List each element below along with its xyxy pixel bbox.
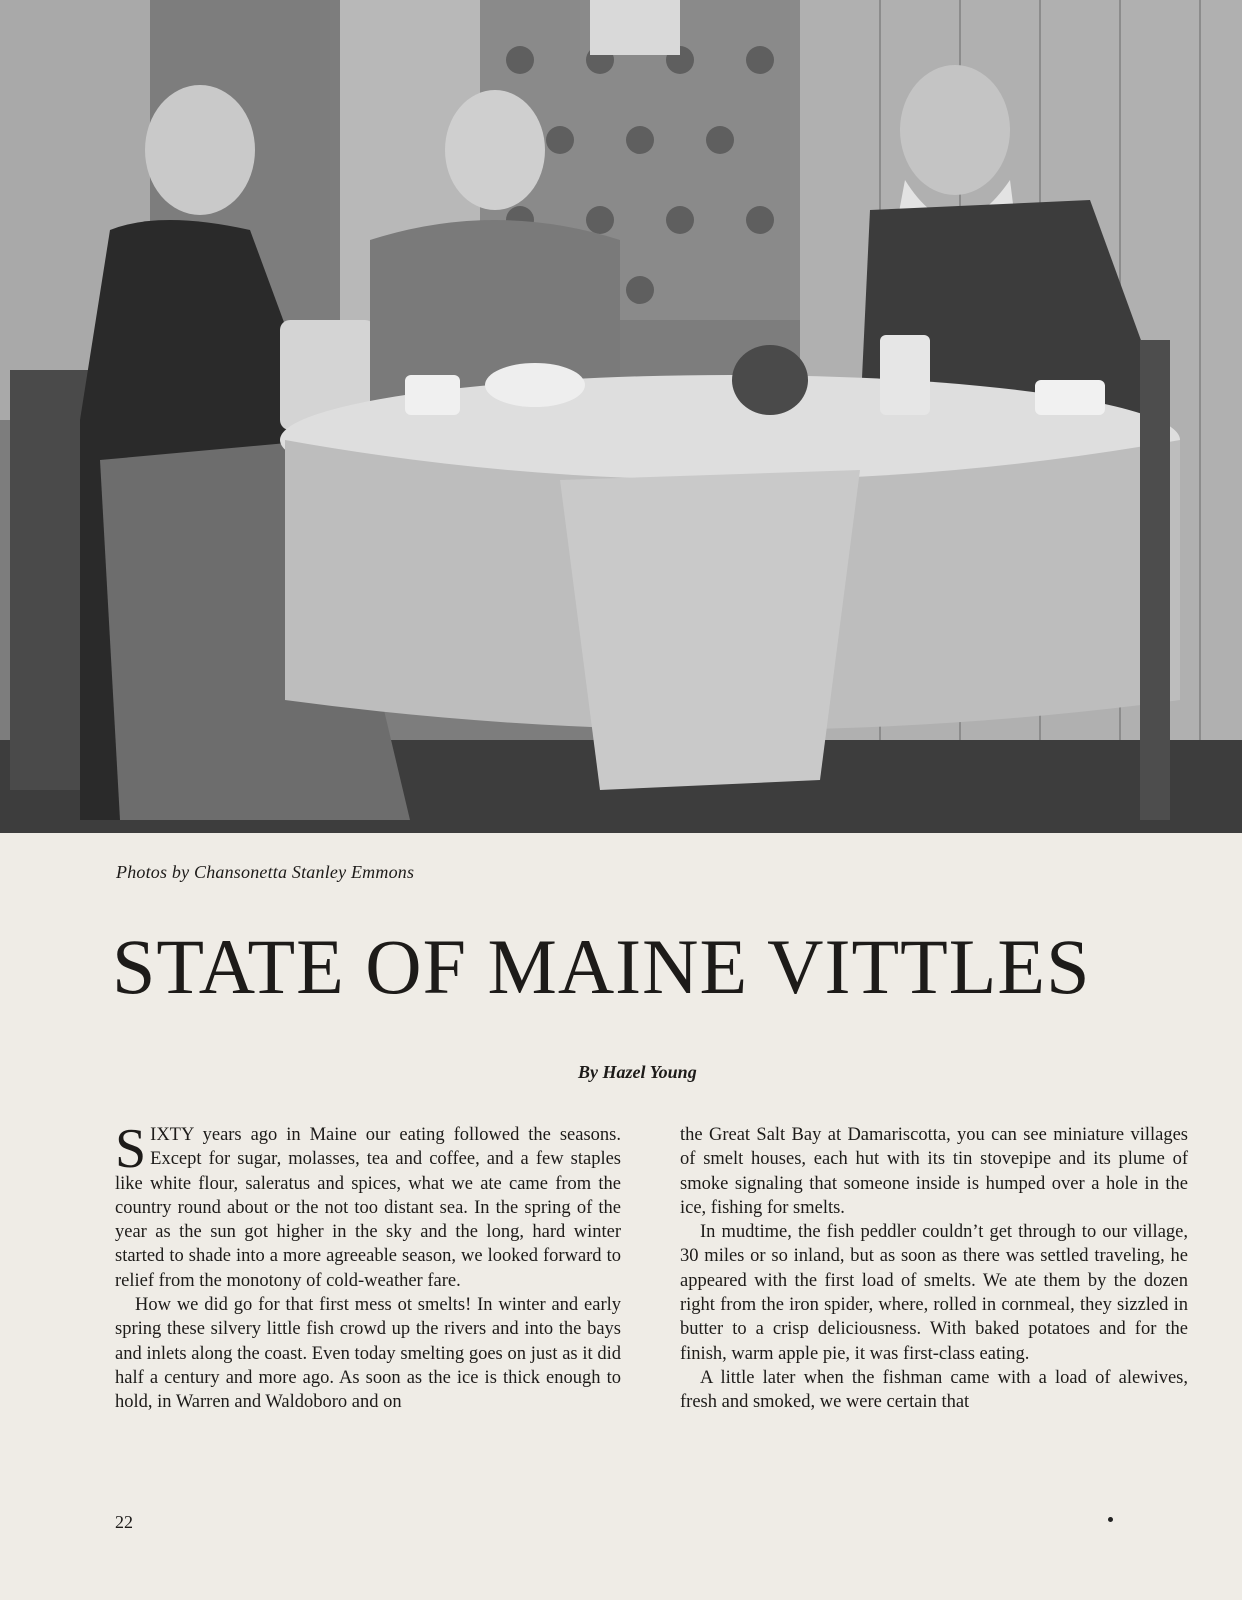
ink-dot [1108,1517,1113,1522]
paragraph: A little later when the fishman came with a load of alewives, fresh and smoked, we were certain that [680,1367,1188,1413]
paragraph: In mudtime, the fish peddler couldn’t get through to our village, 30 miles or so inland, but as soon as there was settled traveling, he appeared with the first load of smelts. We ate them by the dozen right from the iron spider, where, rolled in cornmeal, they sizzled in butter to a crisp deliciousness. With baked potatoes and for the finish, warm apple pie, it was first-class eating. [680,1222,1188,1364]
right-column [680,1123,1188,1415]
paragraph-text: IXTY years ago in Maine our eating followed the seasons. Except for sugar, molasses, tea and coffee, and a few staples like white flour, saleratus and spices, what we ate came from the country round about or the not too distant sea. In the spring of the year as the sun got higher in the sky and the long, hard winter started to shade into a more agreeable season, we looked forward to relief from the monotony of cold-weather fare. [115,1125,621,1291]
photo-credit: Photos by Chansonetta Stanley Emmons [116,862,415,882]
article-title: STATE OF MAINE VITTLES [112,923,1091,1010]
paragraph [115,1118,621,1293]
drop-cap: S [115,1118,147,1180]
page-number: 22 [115,1512,133,1532]
paragraph: the Great Salt Bay at Damariscotta, you can see miniature villages of smelt houses, each hut with its tin stovepipe and its plume of smoke signaling that someone inside is humped over a hole in the ice, fishing for smelts. [680,1125,1188,1218]
article-byline: By Hazel Young [578,1062,697,1082]
paragraph: How we did go for that first mess ot smelts! In winter and early spring these silvery little fish crowd up the rivers and into the bays and inlets along the coast. Even today smelting goes on just as it did half a century and more ago. As soon as the ice is thick enough to hold, in Warren and Waldoboro and on [115,1295,621,1413]
left-column [115,1118,621,1415]
